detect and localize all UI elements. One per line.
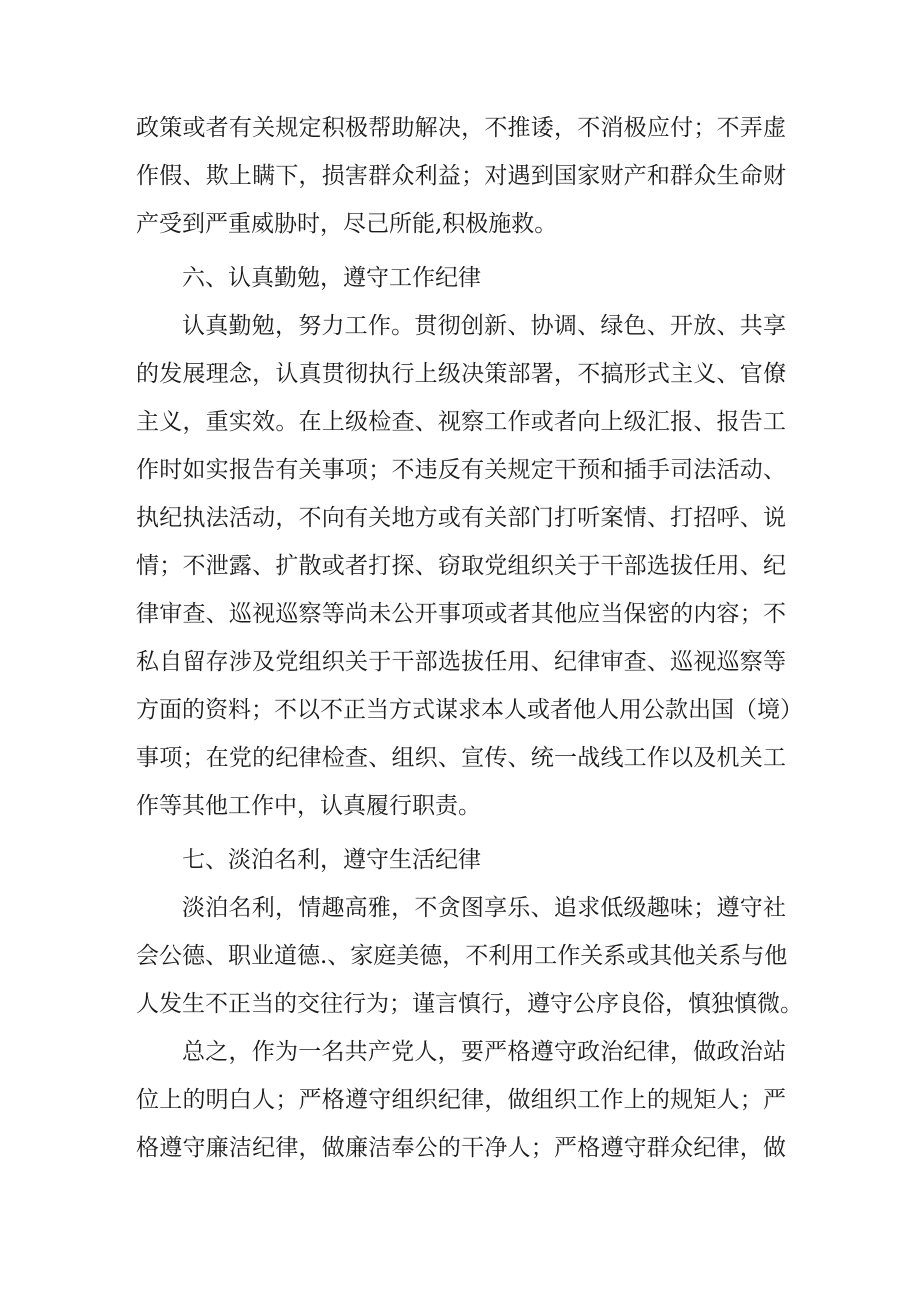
paragraph-line: 作时如实报告有关事项；不违反有关规定干预和插手司法活动、 <box>136 457 786 483</box>
paragraph-line: 总之，作为一名共产党人，要严格遵守政治纪律，做政治站 <box>182 1039 786 1065</box>
paragraph-line: 人发生不正当的交往行为；谨言慎行，遵守公序良俗，慎独慎微。 <box>136 991 803 1017</box>
paragraph-line: 作假、欺上瞒下，损害群众利益；对遇到国家财产和群众生命财 <box>136 163 786 189</box>
section-heading-seven: 七、淡泊名利，遵守生活纪律 <box>182 847 481 873</box>
paragraph-line: 执纪执法活动，不向有关地方或有关部门打听案情、打招呼、说 <box>136 505 786 531</box>
paragraph-line: 淡泊名利，情趣高雅，不贪图享乐、追求低级趣味；遵守社 <box>182 895 786 921</box>
paragraph-line: 情；不泄露、扩散或者打探、窃取党组织关于干部选拔任用、纪 <box>136 553 786 579</box>
paragraph-line: 格遵守廉洁纪律，做廉洁奉公的干净人；严格遵守群众纪律，做 <box>136 1135 786 1161</box>
paragraph-line: 主义，重实效。在上级检查、视察工作或者向上级汇报、报告工 <box>136 409 786 435</box>
paragraph-line: 认真勤勉，努力工作。贯彻创新、协调、绿色、开放、共享 <box>182 313 786 339</box>
paragraph-line: 会公德、职业道德.、家庭美德，不利用工作关系或其他关系与他 <box>136 943 788 969</box>
paragraph-line: 产受到严重威胁时，尽己所能,积极施救。 <box>136 211 558 237</box>
paragraph-line: 私自留存涉及党组织关于干部选拔任用、纪律审查、巡视巡察等 <box>136 649 786 675</box>
section-heading-six: 六、认真勤勉，遵守工作纪律 <box>182 265 481 291</box>
paragraph-line: 律审查、巡视巡察等尚未公开事项或者其他应当保密的内容；不 <box>136 601 786 627</box>
paragraph-line: 的发展理念，认真贯彻执行上级决策部署，不搞形式主义、官僚 <box>136 361 786 387</box>
paragraph-line: 方面的资料；不以不正当方式谋求本人或者他人用公款出国（境） <box>136 697 803 723</box>
paragraph-line: 政策或者有关规定积极帮助解决，不推诿，不消极应付；不弄虚 <box>136 115 786 141</box>
paragraph-line: 作等其他工作中，认真履行职责。 <box>136 793 481 819</box>
paragraph-line: 位上的明白人；严格遵守组织纪律，做组织工作上的规矩人；严 <box>136 1087 786 1113</box>
paragraph-line: 事项；在党的纪律检查、组织、宣传、统一战线工作以及机关工 <box>136 745 786 771</box>
